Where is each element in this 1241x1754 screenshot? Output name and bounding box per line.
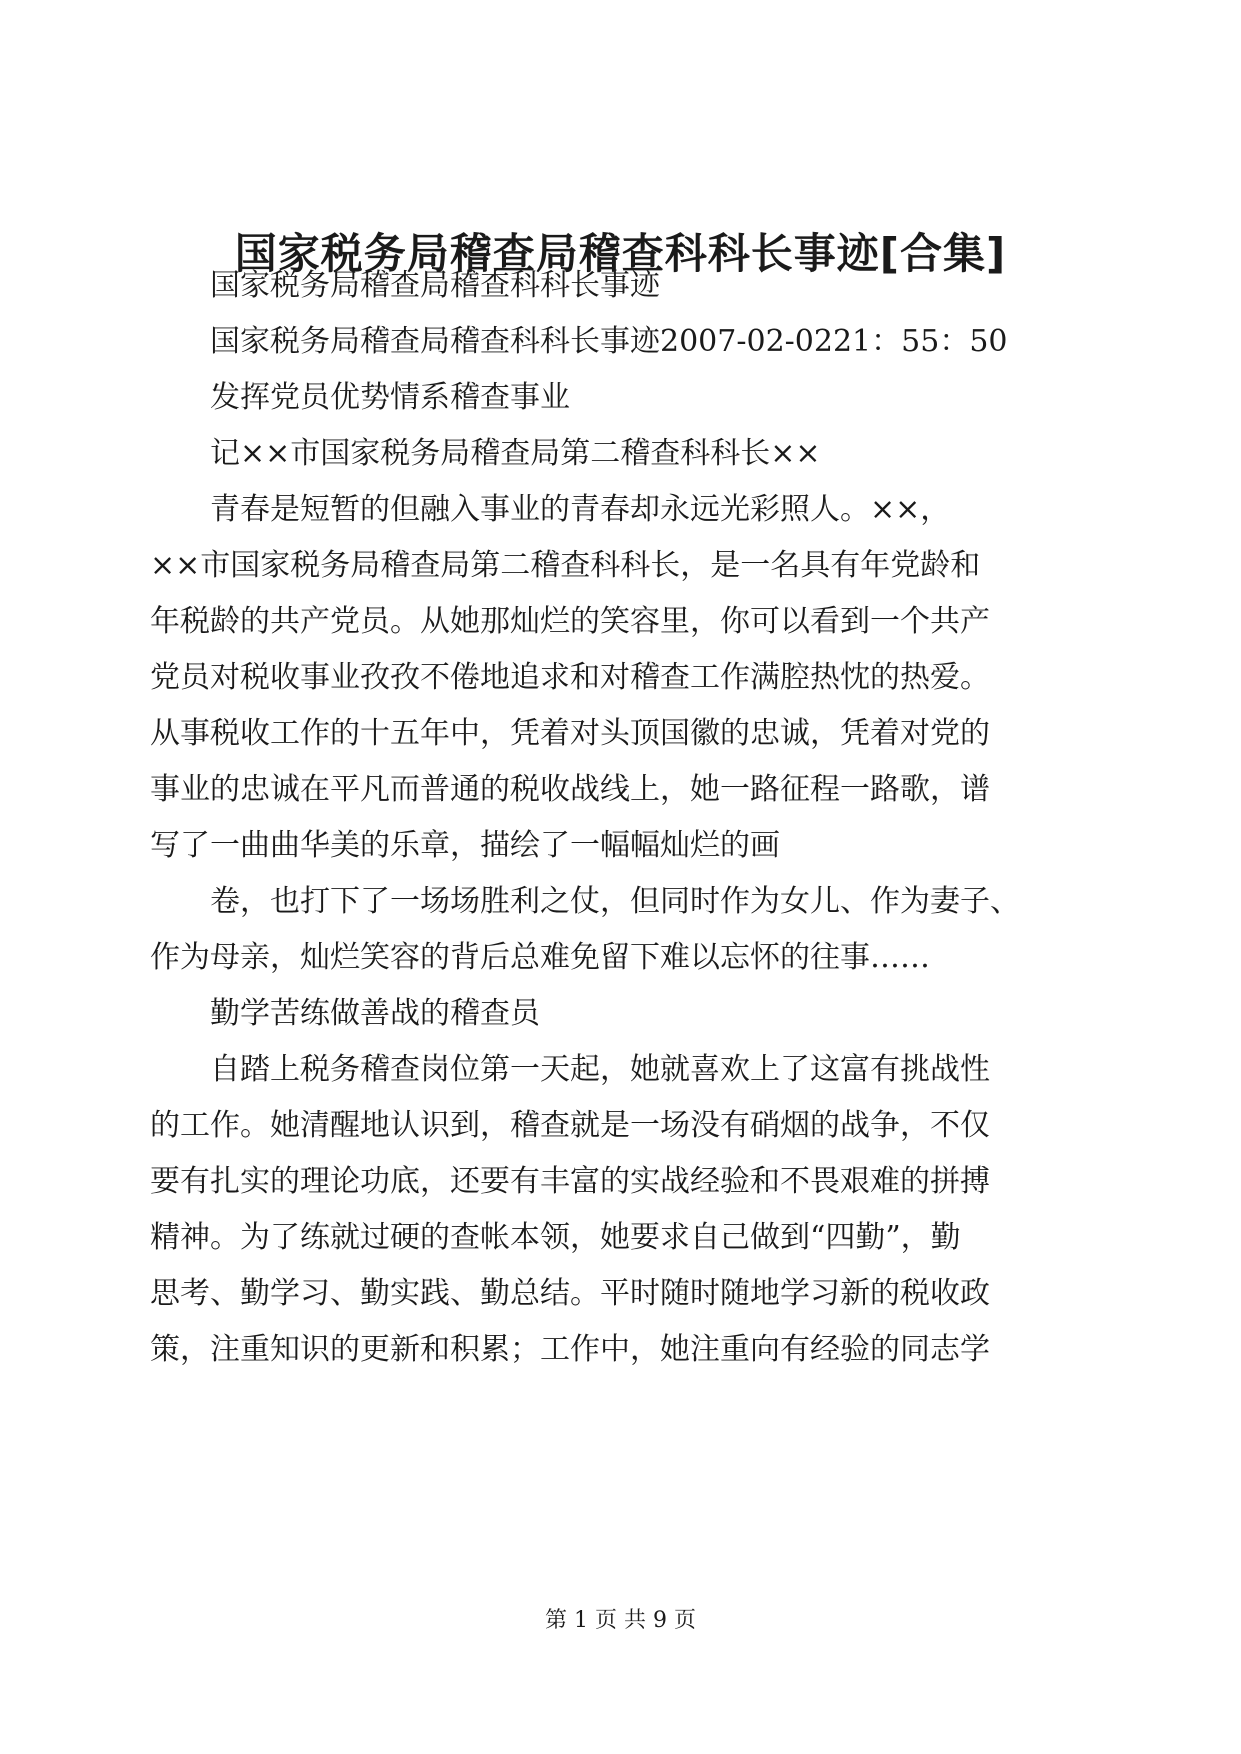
paragraph-line: 作为母亲，灿烂笑容的背后总难免留下难以忘怀的往事…… (150, 940, 930, 975)
paragraph-line: 精神。为了练就过硬的查帐本领，她要求自己做到“四勤”，勤 (150, 1220, 961, 1255)
paragraph-line: 卷，也打下了一场场胜利之仗，但同时作为女儿、作为妻子、 (210, 884, 1020, 919)
paragraph-line: 年税龄的共产党员。从她那灿烂的笑容里，你可以看到一个共产 (150, 604, 990, 639)
paragraph-line: 党员对税收事业孜孜不倦地追求和对稽查工作满腔热忱的热爱。 (150, 660, 990, 695)
subtitle-line: 国家税务局稽查局稽查科科长事迹 (210, 268, 660, 303)
heading-line: 发挥党员优势情系稽查事业 (210, 380, 570, 415)
byline: 记××市国家税务局稽查局第二稽查科科长×× (210, 436, 821, 471)
paragraph-line: ××市国家税务局稽查局第二稽查科科长，是一名具有年党龄和 (150, 548, 981, 583)
paragraph-line: 要有扎实的理论功底，还要有丰富的实战经验和不畏艰难的拼搏 (150, 1164, 990, 1199)
paragraph-line: 写了一曲曲华美的乐章，描绘了一幅幅灿烂的画 (150, 828, 780, 863)
paragraph-line: 自踏上税务稽查岗位第一天起，她就喜欢上了这富有挑战性 (210, 1052, 990, 1087)
page-number-footer: 第 1 页 共 9 页 (545, 1608, 696, 1633)
paragraph-line: 思考、勤学习、勤实践、勤总结。平时随时随地学习新的税收政 (150, 1276, 990, 1311)
paragraph-line: 青春是短暂的但融入事业的青春却永远光彩照人。××， (210, 492, 951, 527)
document-title: 国家税务局稽查局稽查科科长事迹[合集] (234, 229, 1007, 278)
paragraph-line: 从事税收工作的十五年中，凭着对头顶国徽的忠诚，凭着对党的 (150, 716, 990, 751)
paragraph-line: 的工作。她清醒地认识到，稽查就是一场没有硝烟的战争，不仅 (150, 1108, 990, 1143)
subtitle-date-line: 国家税务局稽查局稽查科科长事迹2007-02-0221：55：50 (210, 324, 1008, 359)
paragraph-line: 事业的忠诚在平凡而普通的税收战线上，她一路征程一路歌，谱 (150, 772, 990, 807)
paragraph-line: 策，注重知识的更新和积累；工作中，她注重向有经验的同志学 (150, 1332, 990, 1367)
section-heading: 勤学苦练做善战的稽查员 (210, 996, 540, 1031)
